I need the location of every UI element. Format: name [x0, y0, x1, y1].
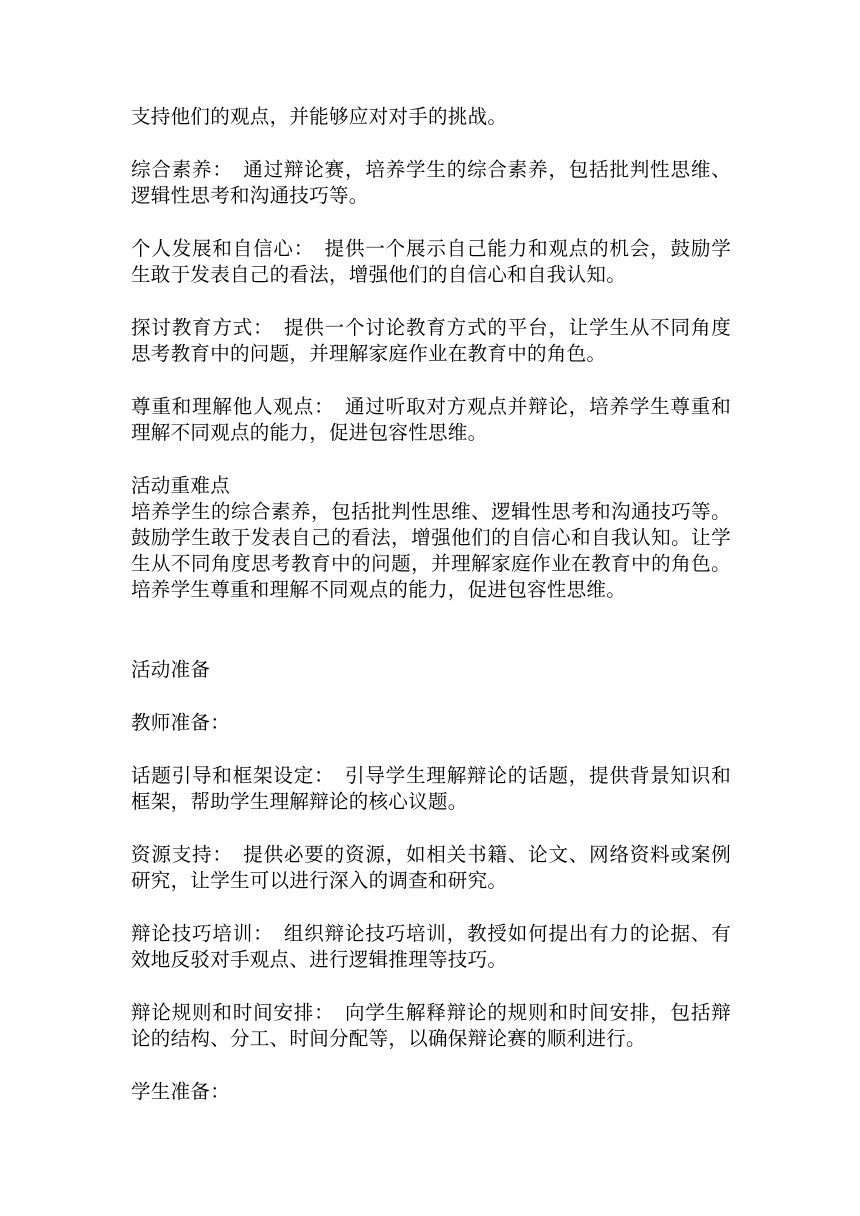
goal-line — [131, 394, 731, 420]
prep-line: 论的结构、分工、时间分配等，以确保辩论赛的顺利进行。 — [131, 1027, 646, 1050]
section-heading: 活动准备 — [131, 658, 211, 681]
goal-label: 尊重和理解他人观点： — [131, 395, 335, 418]
goal-line: 理解不同观点的能力，促进包容性思维。 — [131, 421, 488, 444]
goal-text: 通过听取对方观点并辩论，培养学生尊重和 — [344, 395, 731, 418]
prep-line: 框架，帮助学生理解辩论的核心议题。 — [131, 790, 468, 813]
prep-line — [131, 921, 731, 947]
prep-label: 资源支持： — [131, 843, 233, 866]
subsection-heading: 学生准备： — [131, 1080, 231, 1103]
goal-label: 个人发展和自信心： — [131, 237, 315, 260]
goal-line: 生敢于发表自己的看法，增强他们的自信心和自我认知。 — [131, 263, 627, 286]
prep-line: 研究，让学生可以进行深入的调查和研究。 — [131, 869, 508, 892]
prep-line: 效地反驳对手观点、进行逻辑推理等技巧。 — [131, 948, 508, 971]
goal-line — [131, 315, 731, 341]
goal-label: 探讨教育方式： — [131, 316, 274, 339]
prep-text: 提供必要的资源，如相关书籍、论文、网络资料或案例 — [242, 843, 731, 866]
prep-label: 辩论技巧培训： — [131, 922, 274, 945]
goal-line: 思考教育中的问题，并理解家庭作业在教育中的角色。 — [131, 342, 607, 365]
paragraph-line: 培养学生尊重和理解不同观点的能力，促进包容性思维。 — [131, 578, 627, 601]
prep-line — [131, 1000, 731, 1026]
paragraph-line: 鼓励学生敢于发表自己的看法，增强他们的自信心和自我认知。让学 — [131, 526, 731, 549]
prep-label: 辩论规则和时间安排： — [131, 1001, 335, 1024]
prep-text: 组织辩论技巧培训，教授如何提出有力的论据、有 — [283, 922, 731, 945]
goal-label: 综合素养： — [131, 158, 233, 181]
section-heading: 活动重难点 — [131, 474, 231, 497]
prep-line — [131, 842, 731, 868]
goal-text: 通过辩论赛，培养学生的综合素养，包括批判性思维、 — [242, 158, 731, 181]
subsection-heading: 教师准备： — [131, 711, 231, 734]
goal-text: 提供一个讨论教育方式的平台，让学生从不同角度 — [283, 316, 731, 339]
goal-text: 提供一个展示自己能力和观点的机会，鼓励学 — [324, 237, 731, 260]
goal-line: 逻辑性思考和沟通技巧等。 — [131, 184, 369, 207]
paragraph-line: 生从不同角度思考教育中的问题，并理解家庭作业在教育中的角色。 — [131, 552, 731, 575]
goal-line — [131, 157, 731, 183]
prep-text: 向学生解释辩论的规则和时间安排，包括辩 — [344, 1001, 731, 1024]
goal-line — [131, 236, 731, 262]
prep-text: 引导学生理解辩论的话题，提供背景知识和 — [344, 764, 731, 787]
prep-line — [131, 763, 731, 789]
paragraph-line: 培养学生的综合素养，包括批判性思维、逻辑性思考和沟通技巧等。 — [131, 500, 731, 523]
intro-line: 支持他们的观点，并能够应对对手的挑战。 — [131, 105, 508, 128]
prep-label: 话题引导和框架设定： — [131, 764, 335, 787]
